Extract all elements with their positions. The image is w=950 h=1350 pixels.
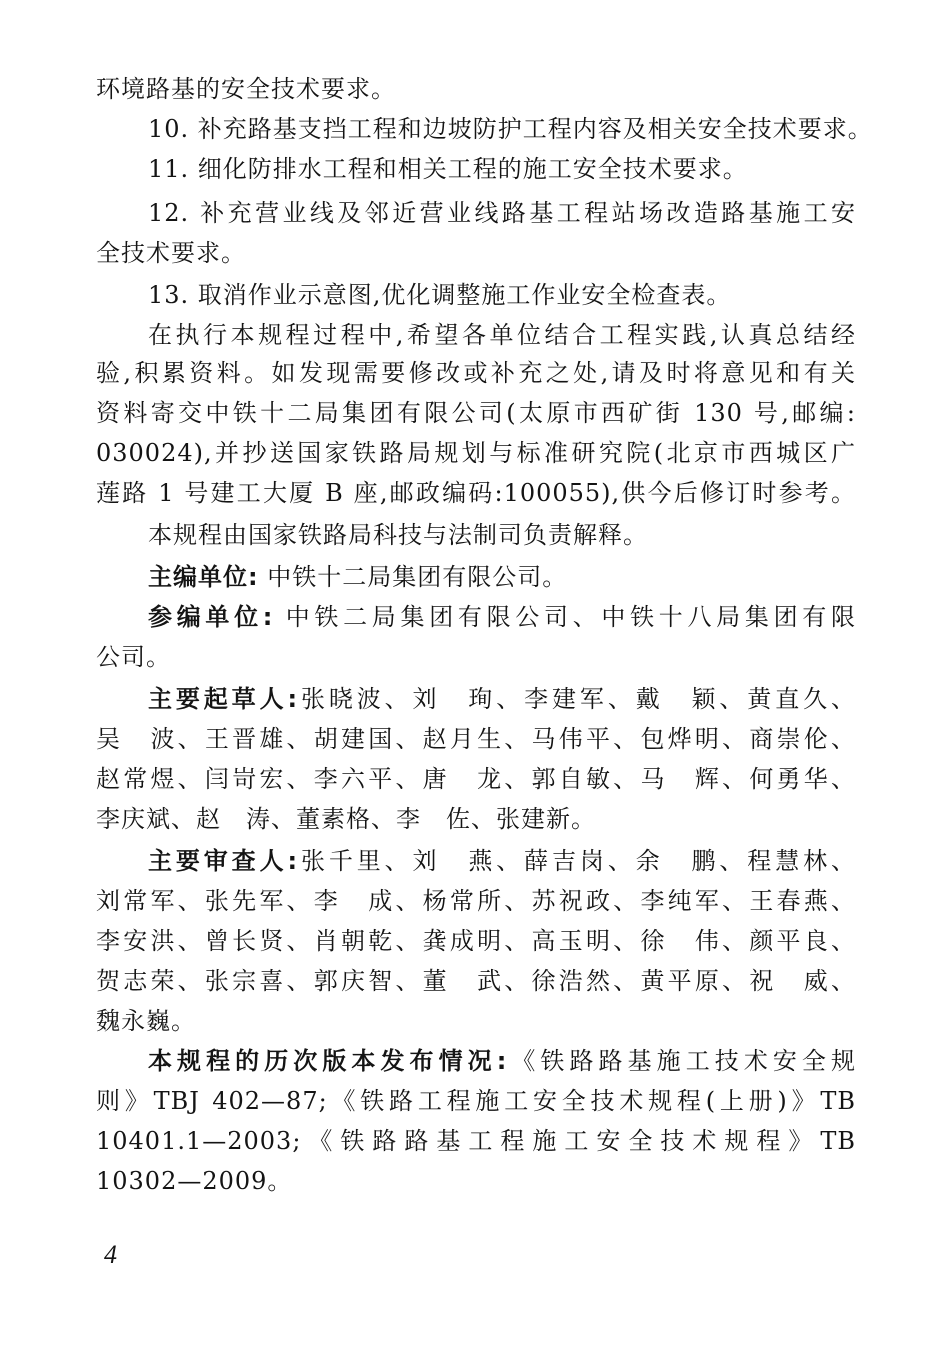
paragraph-line: 030024),并抄送国家铁路局规划与标准研究院(北京市西城区广 bbox=[96, 439, 856, 467]
paragraph-line: 莲路 1 号建工大厦 B 座,邮政编码:100055),供今后修订时参考。 bbox=[96, 479, 856, 507]
reviewers-names: 张千里、刘 燕、薛吉岗、余 鹏、程慧林、 bbox=[298, 847, 856, 875]
reviewers-line: 贺志荣、张宗喜、郭庆智、董 武、徐浩然、黄平原、祝 威、 bbox=[96, 967, 856, 995]
version-history-line: 则》TBJ 402—87;《铁路工程施工安全技术规程(上册)》TB bbox=[96, 1087, 856, 1115]
chief-unit-label: 主编单位: bbox=[148, 563, 259, 591]
version-history-line: 10401.1—2003;《铁路路基工程施工安全技术规程》TB bbox=[96, 1127, 856, 1155]
version-history-text: 《铁路路基施工技术安全规 bbox=[507, 1047, 856, 1075]
participating-units-value: 中铁二局集团有限公司、中铁十八局集团有限 bbox=[285, 603, 856, 631]
paragraph-line: 资料寄交中铁十二局集团有限公司(太原市西矿街 130 号,邮编: bbox=[96, 399, 856, 427]
interpretation-note: 本规程由国家铁路局科技与法制司负责解释。 bbox=[148, 521, 648, 549]
version-history bbox=[148, 1044, 856, 1078]
drafters-line: 吴 波、王晋雄、胡建国、赵月生、马伟平、包烨明、商崇伦、 bbox=[96, 725, 856, 753]
paragraph-line: 在执行本规程过程中,希望各单位结合工程实践,认真总结经 bbox=[148, 321, 856, 349]
list-item-10: 10. 补充路基支挡工程和边坡防护工程内容及相关安全技术要求。 bbox=[148, 115, 873, 143]
text-line: 全技术要求。 bbox=[96, 239, 246, 267]
chief-unit-value: 中铁十二局集团有限公司。 bbox=[267, 563, 568, 591]
reviewers-label: 主要审查人: bbox=[148, 847, 299, 875]
page-number: 4 bbox=[104, 1240, 117, 1269]
chief-unit bbox=[148, 560, 856, 594]
list-item-13: 13. 取消作业示意图,优化调整施工作业安全检查表。 bbox=[148, 281, 732, 309]
reviewers-line: 李安洪、曾长贤、肖朝乾、龚成明、高玉明、徐 伟、颜平良、 bbox=[96, 927, 856, 955]
drafters-names: 张晓波、刘 珣、李建军、戴 颖、黄直久、 bbox=[298, 685, 856, 713]
list-item-11: 11. 细化防排水工程和相关工程的施工安全技术要求。 bbox=[148, 155, 748, 183]
paragraph-line: 验,积累资料。如发现需要修改或补充之处,请及时将意见和有关 bbox=[96, 359, 856, 387]
drafters bbox=[148, 682, 856, 716]
participating-units-label: 参编单位: bbox=[148, 603, 274, 631]
list-item-12: 12. 补充营业线及邻近营业线路基工程站场改造路基施工安 bbox=[148, 199, 856, 227]
version-history-line: 10302—2009。 bbox=[96, 1167, 293, 1195]
participating-units bbox=[148, 600, 856, 634]
text-line: 环境路基的安全技术要求。 bbox=[96, 75, 396, 103]
participating-units-cont: 公司。 bbox=[96, 643, 171, 671]
version-history-label: 本规程的历次版本发布情况: bbox=[148, 1047, 508, 1075]
reviewers bbox=[148, 844, 856, 878]
reviewers-line: 刘常军、张先军、李 成、杨常所、苏祝政、李纯军、王春燕、 bbox=[96, 887, 856, 915]
drafters-line: 李庆斌、赵 涛、董素格、李 佐、张建新。 bbox=[96, 805, 596, 833]
drafters-line: 赵常煜、闫岢宏、李六平、唐 龙、郭自敏、马 辉、何勇华、 bbox=[96, 765, 856, 793]
reviewers-line: 魏永巍。 bbox=[96, 1007, 196, 1035]
drafters-label: 主要起草人: bbox=[148, 685, 299, 713]
